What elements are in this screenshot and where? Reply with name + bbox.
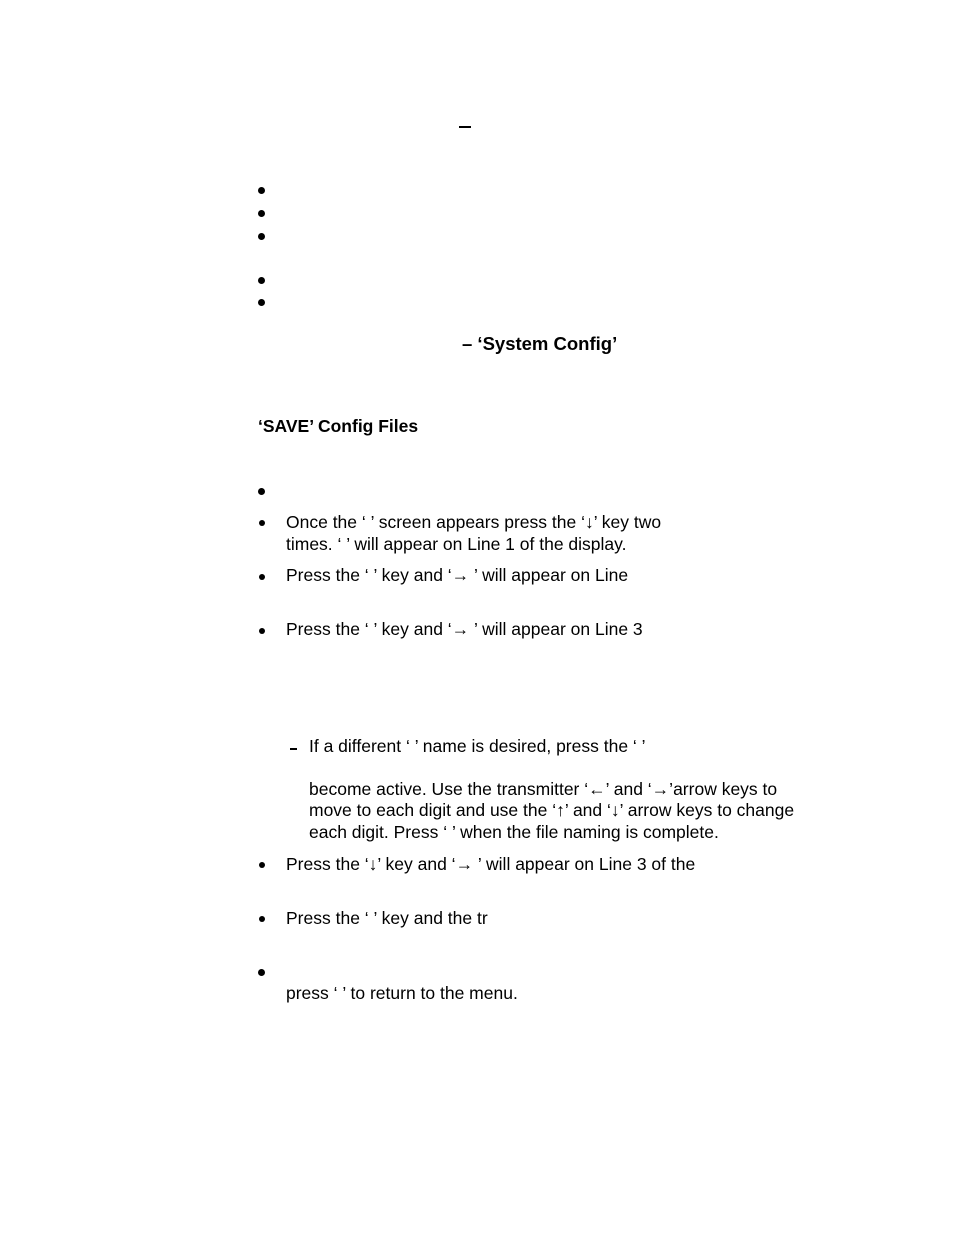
step-line: Once the ‘ ’ screen appears press the ‘↓’ key two (286, 512, 662, 532)
subheading: ‘SAVE’ Config Files (258, 416, 419, 436)
step-line: press ‘ ’ to return to the menu. (286, 983, 518, 1003)
substep-line: If a different ‘ ’ name is desired, press the ‘ ’ (309, 736, 646, 756)
heading-dash (459, 126, 471, 128)
substep-line: become active. Use the transmitter ‘←’ and ‘→’arrow keys to (309, 779, 778, 799)
bullet-icon (258, 233, 265, 240)
bullet-icon (258, 187, 265, 194)
step-line: times. ‘ ’ will appear on Line 1 of the display. (286, 534, 627, 554)
bullet-icon (259, 628, 265, 634)
section-heading: – ‘System Config’ (462, 333, 618, 354)
bullet-icon (258, 969, 265, 976)
substep-line: move to each digit and use the ‘↑’ and ‘↓’ arrow keys to change (309, 800, 795, 820)
bullet-icon (258, 299, 265, 306)
step-line: Press the ‘ ’ key and ‘→ ’ will appear on Line 3 (286, 619, 643, 639)
bullet-icon (259, 574, 265, 580)
bullet-icon (258, 488, 265, 495)
step-line: Press the ‘ ’ key and the tr (286, 908, 488, 928)
bullet-icon (258, 277, 265, 284)
bullet-icon (259, 520, 265, 526)
step-line: Press the ‘ ’ key and ‘→ ’ will appear on Line (286, 565, 629, 585)
bullet-icon (259, 862, 265, 868)
bullet-icon (259, 916, 265, 922)
step-line: Press the ‘↓’ key and ‘→ ’ will appear on Line 3 of the (286, 854, 696, 874)
bullet-icon (258, 210, 265, 217)
substep-line: each digit. Press ‘ ’ when the file naming is complete. (309, 822, 719, 842)
dash-marker (290, 748, 297, 750)
